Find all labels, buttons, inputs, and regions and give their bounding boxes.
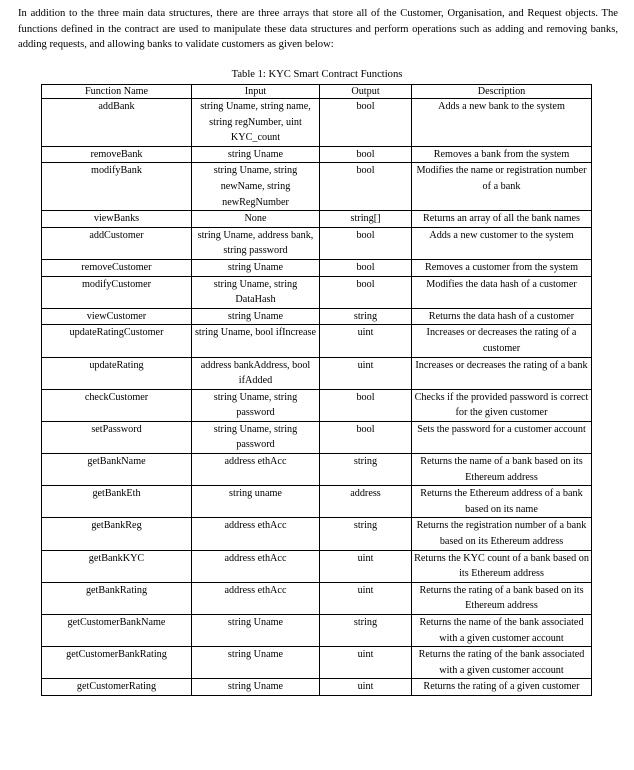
cell-output: bool [320,99,412,147]
cell-function-name: getCustomerRating [42,679,192,696]
cell-description: Returns the registration number of a bank based on its Ethereum address [412,518,592,550]
table-row [42,276,592,308]
table-row [42,357,592,389]
cell-function-name: addCustomer [42,227,192,259]
cell-function-name: modifyBank [42,163,192,211]
cell-input: string Uname, string name, string regNumber, uint KYC_count [192,99,320,147]
cell-output: string [320,615,412,647]
cell-output: bool [320,421,412,453]
cell-input: address ethAcc [192,550,320,582]
table-row [42,679,592,696]
table-row [42,421,592,453]
cell-function-name: removeCustomer [42,259,192,276]
cell-input: string Uname [192,679,320,696]
header-output: Output [320,85,412,99]
cell-input: address ethAcc [192,582,320,614]
table-row [42,308,592,325]
cell-function-name: modifyCustomer [42,276,192,308]
cell-function-name: updateRating [42,357,192,389]
cell-description: Returns the name of a bank based on its Ethereum address [412,454,592,486]
table-row [42,647,592,679]
cell-description: Modifies the data hash of a customer [412,276,592,308]
cell-function-name: addBank [42,99,192,147]
table-row [42,325,592,357]
table-row [42,582,592,614]
cell-output: bool [320,276,412,308]
intro-paragraph: In addition to the three main data structures, there are three arrays that store all of the Customer, Organisation, and Request objects. The functions defined in the contract are used to manipulate these data structures and perform operations such as adding and removing banks, adding requests, and allowing banks to validate customers as given below: [18,8,618,50]
cell-description: Returns the KYC count of a bank based on its Ethereum address [412,550,592,582]
cell-description: Returns the rating of a bank based on its Ethereum address [412,582,592,614]
cell-description: Returns an array of all the bank names [412,211,592,228]
cell-function-name: getBankReg [42,518,192,550]
cell-input: string Uname, string password [192,421,320,453]
table-row [42,615,592,647]
table-row [42,99,592,147]
cell-description: Returns the name of the bank associated with a given customer account [412,615,592,647]
cell-output: uint [320,679,412,696]
kyc-functions-table [41,84,592,696]
table-header-row [42,85,592,99]
cell-input: address bankAddress, bool ifAdded [192,357,320,389]
cell-description: Adds a new customer to the system [412,227,592,259]
table-body [42,99,592,696]
table-row [42,486,592,518]
cell-input: string Uname, string newName, string newRegNumber [192,163,320,211]
cell-input: string Uname [192,615,320,647]
cell-output: uint [320,582,412,614]
cell-function-name: getCustomerBankName [42,615,192,647]
table-row [42,518,592,550]
cell-description: Increases or decreases the rating of a customer [412,325,592,357]
cell-function-name: updateRatingCustomer [42,325,192,357]
cell-input: string Uname [192,259,320,276]
cell-output: bool [320,227,412,259]
cell-input: string Uname, bool ifIncrease [192,325,320,357]
table-row [42,389,592,421]
cell-output: address [320,486,412,518]
table-row [42,227,592,259]
cell-input: string Uname [192,647,320,679]
cell-description: Returns the Ethereum address of a bank based on its name [412,486,592,518]
cell-output: bool [320,146,412,163]
table-row [42,550,592,582]
cell-function-name: getBankName [42,454,192,486]
cell-function-name: getBankEth [42,486,192,518]
cell-description: Returns the rating of a given customer [412,679,592,696]
table-row [42,163,592,211]
cell-function-name: removeBank [42,146,192,163]
cell-output: uint [320,550,412,582]
cell-description: Checks if the provided password is correct for the given customer [412,389,592,421]
header-description: Description [412,85,592,99]
cell-input: string Uname, address bank, string password [192,227,320,259]
cell-output: bool [320,163,412,211]
cell-description: Sets the password for a customer account [412,421,592,453]
cell-output: uint [320,647,412,679]
header-input: Input [192,85,320,99]
header-function-name: Function Name [42,85,192,99]
cell-input: string uname [192,486,320,518]
cell-function-name: setPassword [42,421,192,453]
table-row [42,146,592,163]
cell-input: string Uname, string password [192,389,320,421]
cell-input: None [192,211,320,228]
cell-function-name: getBankRating [42,582,192,614]
cell-output: string [320,454,412,486]
cell-description: Returns the data hash of a customer [412,308,592,325]
cell-function-name: viewBanks [42,211,192,228]
cell-input: string Uname [192,146,320,163]
cell-output: bool [320,389,412,421]
cell-output: string[] [320,211,412,228]
cell-input: string Uname, string DataHash [192,276,320,308]
cell-function-name: getBankKYC [42,550,192,582]
cell-input: address ethAcc [192,454,320,486]
cell-function-name: viewCustomer [42,308,192,325]
cell-description: Returns the rating of the bank associated with a given customer account [412,647,592,679]
cell-output: string [320,308,412,325]
cell-input: string Uname [192,308,320,325]
cell-input: address ethAcc [192,518,320,550]
cell-function-name: getCustomerBankRating [42,647,192,679]
cell-description: Removes a customer from the system [412,259,592,276]
cell-description: Adds a new bank to the system [412,99,592,147]
cell-description: Modifies the name or registration number of a bank [412,163,592,211]
cell-function-name: checkCustomer [42,389,192,421]
cell-description: Removes a bank from the system [412,146,592,163]
table-row [42,211,592,228]
table-row [42,259,592,276]
cell-output: string [320,518,412,550]
cell-output: bool [320,259,412,276]
table-caption: Table 1: KYC Smart Contract Functions [231,69,403,80]
cell-output: uint [320,357,412,389]
table-row [42,454,592,486]
cell-description: Increases or decreases the rating of a bank [412,357,592,389]
cell-output: uint [320,325,412,357]
